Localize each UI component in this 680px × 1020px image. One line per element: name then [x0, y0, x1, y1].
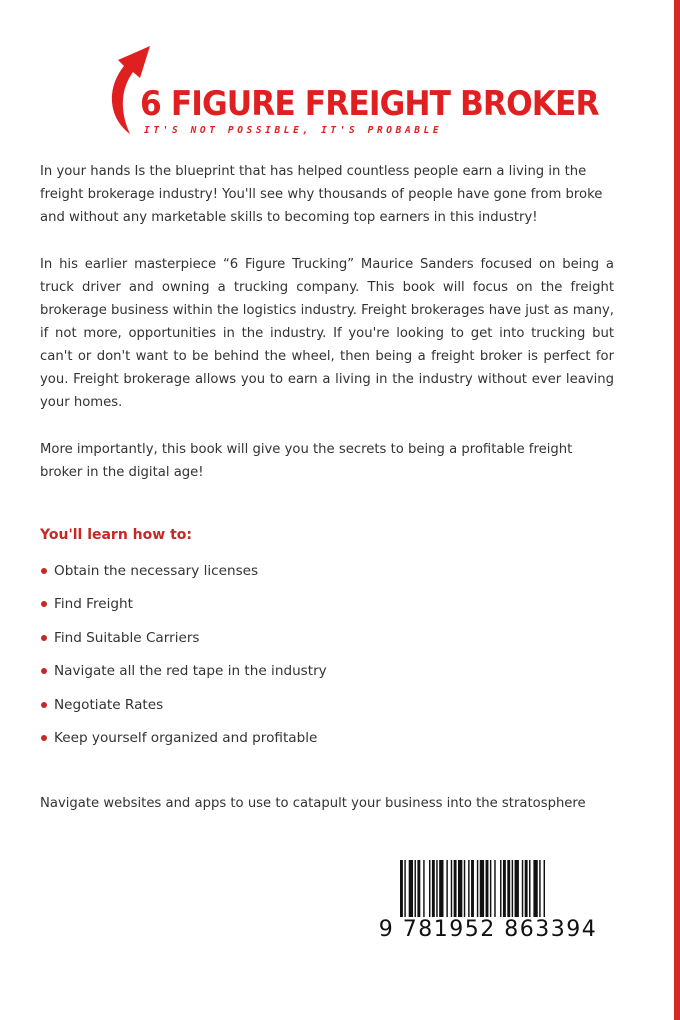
second-paragraph: In his earlier masterpiece “6 Figure Trucking” Maurice Sanders focused on being a truck driver and owning a trucking company. This book will focus on the freight brokerage business within the logistics industry. Freight brokerages have just as many, if not more, opportunities in the industry. If you're looking to get into trucking but can't or don't want to be behind the wheel, then being a freight broker is perfect for you. Freight brokerage allows you to earn a living in the industry without ever leaving your homes. — [40, 257, 614, 410]
barcode-bar — [515, 860, 519, 922]
barcode-bar — [494, 860, 495, 922]
barcode-bar — [507, 860, 510, 922]
list-item — [40, 694, 327, 727]
barcode-bar — [486, 860, 489, 922]
logo-title: 6 FIGURE FREIGHT BROKER — [140, 84, 599, 124]
third-paragraph: More importantly, this book will give you the secrets to being a profitable freight broker in the digital age! — [40, 442, 573, 480]
barcode-bar — [490, 860, 491, 922]
barcode-bar — [439, 860, 443, 922]
bullet-icon — [41, 635, 47, 641]
barcode-bar — [404, 860, 405, 922]
red-edge-stripe — [674, 0, 680, 1020]
barcode-bar — [468, 860, 469, 922]
logo — [100, 40, 599, 150]
barcode-bar — [417, 860, 420, 922]
barcode-bar — [500, 860, 501, 922]
learn-heading: You'll learn how to: — [40, 527, 192, 543]
barcode-bar — [458, 860, 462, 922]
list-item-label: Navigate all the red tape in the industry — [54, 663, 327, 680]
barcode-bar — [544, 860, 545, 922]
bullet-icon — [41, 601, 47, 607]
barcode-bar — [400, 860, 403, 922]
list-item-label: Find Freight — [54, 596, 134, 613]
barcode-bar — [451, 860, 452, 922]
barcode-bar — [436, 860, 437, 922]
list-item — [40, 660, 327, 693]
intro-paragraph: In your hands Is the blueprint that has helped countless people earn a living in the freight brokerage industry! You'll see why thousands of people have gone from broke and without any marketable skills to becoming top earners in this industry! — [40, 164, 603, 225]
list-item — [40, 727, 327, 760]
list-item-label: Find Suitable Carriers — [54, 629, 200, 646]
bullet-icon — [41, 568, 47, 574]
barcode-bar — [477, 860, 478, 922]
barcode-bar — [454, 860, 457, 922]
logo-tagline: IT'S NOT POSSIBLE, IT'S PROBABLE — [144, 125, 443, 136]
barcode-bar — [503, 860, 506, 922]
barcode — [378, 860, 598, 950]
bullet-icon — [41, 668, 47, 674]
barcode-bar — [525, 860, 528, 922]
isbn-number: 9 781952 863394 — [378, 917, 598, 942]
barcode-bar — [423, 860, 424, 922]
bullet-icon — [41, 702, 47, 708]
learn-list — [40, 560, 327, 760]
barcode-bar — [539, 860, 540, 922]
barcode-bar — [429, 860, 430, 922]
barcode-bar — [409, 860, 413, 922]
list-item — [40, 593, 327, 626]
barcode-bar — [529, 860, 530, 922]
list-item-label: Negotiate Rates — [54, 696, 164, 713]
barcode-bar — [464, 860, 465, 922]
barcode-bar — [432, 860, 435, 922]
barcode-bar — [512, 860, 513, 922]
list-item — [40, 627, 327, 660]
list-item-label: Obtain the necessary licenses — [54, 563, 259, 579]
barcode-bar — [480, 860, 484, 922]
barcode-bar — [471, 860, 474, 922]
barcode-bar — [522, 860, 523, 922]
barcode-bar — [533, 860, 537, 922]
barcode-bar — [446, 860, 447, 922]
bullet-icon — [41, 735, 47, 741]
list-item — [40, 560, 327, 593]
closing-line: Navigate websites and apps to use to catapult your business into the stratosphere — [40, 796, 586, 811]
list-item-label: Keep yourself organized and profitable — [54, 729, 318, 746]
barcode-bar — [415, 860, 416, 922]
